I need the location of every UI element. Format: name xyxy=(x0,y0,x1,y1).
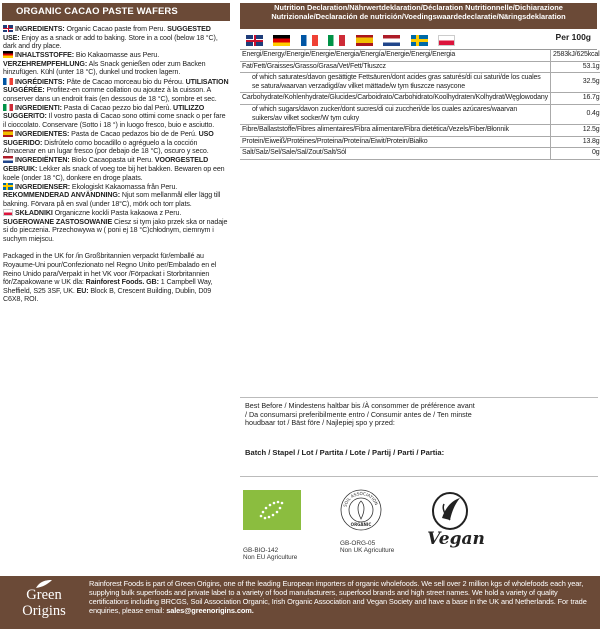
lang-fr: INGRÉDIENTS: Pâte de Cacao morceau bio du Pérou. UTILISATION SUGGÉRÉE: Profitez-en comme collation ou ajoutez à la cuisson. A conserver dans un endroit frais (en dessous de 18 °C), sombre et sec. xyxy=(3,77,229,103)
france-flag-icon xyxy=(301,35,318,46)
table-row: Carbohydrate/Kohlenhydrate/Glucides/Carboidrato/Carbohidrato/Koolhydraten/Kolhydrat/Węglowodany 16.7g xyxy=(240,93,600,105)
product-title: ORGANIC CACAO PASTE WAFERS xyxy=(2,3,230,21)
eu-organic-leaf-icon xyxy=(243,490,301,530)
lang-nl: INGREDIËNTEN: Biolo Cacaopasta uit Peru. VOORGESTELD GEBRUIK: Lekker als snack of voeg toe bij het bakken. Bewaren op een koele (onder 18 °C), donkere en droge plaats. xyxy=(3,156,225,182)
svg-text:SOIL ASSOCIATION xyxy=(342,491,379,508)
lang-pl: SKŁADNIKI Organiczne kockli Pasta kakaowa z Peru. SUGEROWANE ZASTOSOWANIE Ciesz si tym jako przek ska or nadaje si do pieczenia. Przechowywa w ( poni ej 18 °C)chłodnym, ciemnym i suchym miejscu. xyxy=(3,208,228,243)
spain-flag-icon xyxy=(3,130,13,137)
poland-flag-icon xyxy=(438,35,455,46)
batch-text: Batch / Stapel / Lot / Partita / Lote / Partij / Parti / Partia: xyxy=(245,448,445,457)
sales-email-link[interactable]: sales@greenorigins.com. xyxy=(166,605,254,615)
netherlands-flag-icon xyxy=(3,156,13,163)
italy-flag-icon xyxy=(3,104,13,111)
netherlands-flag-icon xyxy=(383,35,400,46)
lang-de: INHALTSSTOFFE: Bio Kakaomasse aus Peru. VERZEHREMPFEHLUNG: Als Snack genießen oder zum Backen hinzufügen. Kühl (unter 18 °C), dunkel und trocken lagern. xyxy=(3,51,206,77)
nutrition-header xyxy=(240,3,597,29)
vegan-society-icon xyxy=(420,488,492,548)
green-origins-logo: Green Origins xyxy=(6,579,82,625)
sweden-flag-icon xyxy=(3,183,13,190)
soil-caption: GB-ORG-05 Non UK Agriculture xyxy=(340,540,395,555)
table-row: Salt/Salz/Sel/Sale/Sal/Zout/Salt/Sól 0g xyxy=(240,148,600,160)
table-row: of which sugars/davon zucker/dont sucres/di cui zuccheri/de los cuales azúcares/waarvan suikers/av vilket socker/W tym cukry 0.4g xyxy=(240,104,600,124)
nutrition-table xyxy=(240,50,600,160)
germany-flag-icon xyxy=(3,51,13,58)
lang-it: INGREDIENTI: Pasta di Cacao pezzo bio dal Perù. UTILIZZO SUGGERITO: Il vostro pasta di Cacao sono ottimi come snack o per fare il cioccolato. Conservare (Sotto i 18 °) in luogo fresco, buio e asciutto. xyxy=(3,103,226,130)
left-panel xyxy=(0,0,233,575)
per-100g-label: Per 100g xyxy=(555,32,591,42)
uk-flag-icon xyxy=(3,25,13,32)
footer xyxy=(0,576,600,629)
soil-ring-text: SOIL ASSOCIATION xyxy=(342,490,380,508)
footer-text: Rainforest Foods is part of Green Origins, one of the leading European importers of organic wholefoods. We sell over 2 million kgs of wholefoods each year, supplying bulk superfoods and private label to a variety of food manufacturers, superfood brands and high street names. We hold a variety of quality certifications including BRCGS, Soil Association Organic, Irish Organic Association and Vegan Society and have a base in the UK and Netherlands. For trade enquiries, please email: sales@greenorigins.com. xyxy=(89,579,587,615)
lang-en: INGREDIENTS: Organic Cacao paste from Peru. SUGGESTED USE: Enjoy as a snack or add to baking. Store in a cool (below 18 °C), dark and dry place. xyxy=(3,25,218,51)
italy-flag-icon xyxy=(328,35,345,46)
table-row: Energi/Energy/Energie/Energie/Energia/Energía/Energie/Energi/Energia 2583kJ/625kcal xyxy=(240,50,600,61)
table-row: Fibre/Ballaststoffe/Fibres alimentaires/Fibra alimentare/Fibra dietética/Vezels/Fiber/Błonnik 12.5g xyxy=(240,125,600,137)
eu-caption: GB-BIO-142 Non EU Agriculture xyxy=(243,547,298,562)
lang-es: INGREDIENTES: Pasta de Cacao pedazos bio de de Perú. USO SUGERIDO: Disfrútelo como bocadillo o agréguelo a la cocción Almacenar en un lugar fresco (por debajo de 18 °C), oscuro y seco. xyxy=(3,130,214,156)
table-row: of which saturates/davon gesättigte Fettsäuren/dont acides gras saturés/di cui saturi/de los cuales se satura/waarvan verzadigd/av vilket mättade/w tym tłuszcze nasycone 32.5g xyxy=(240,73,600,93)
packaged-info: Packaged in the UK for /in Großbritannien verpackt für/emballé au Royaume-Uni pour/Confezionato nel Regno Unito per/Embalado en el Reino Unido para/Verpakt in het VK voor /Förpackat i Storbritannien för/Zapakowane w UK dla: Rainforest Foods. GB: 1 Campbell Way, Sheffield, S25 3SF, UK. EU: Block B, Crescent Building, Dublin, D09 C6X8, ROI. xyxy=(3,252,217,304)
soil-association-icon xyxy=(340,489,382,531)
best-before-box xyxy=(240,397,598,477)
soil-organic-text: ORGANIC xyxy=(350,522,372,527)
uk-flag-icon xyxy=(246,35,263,46)
flags-row xyxy=(240,29,597,50)
poland-flag-icon xyxy=(3,209,13,216)
lang-sv: INGREDIENSER: Ekologiskt Kakaomassa från Peru. REKOMMENDERAD ANVÄNDNING: Njut som mellanmål eller lägg till bakning. Förvara på en sval (under 18°C), mörk och torr plats. xyxy=(3,182,221,208)
table-row: Protein/Eiweiß/Protéines/Proteina/Proteína/Eiwit/Protein/Białko 13.8g xyxy=(240,136,600,148)
germany-flag-icon xyxy=(273,35,290,46)
nutrition-header-line2: Nutrizionale/Declaración de nutrición/Voedingswaardedeclaratie/Näringsdeklaration xyxy=(271,11,566,21)
table-row: Fat/Fett/Graisses/Grasso/Grasa/Vet/Fett/Tłuszcz 53.1g xyxy=(240,61,600,73)
nutrition-header-line1: Nutrition Declaration/Nährwertdeklaration/Déclaration Nutritionnelle/Dichiarazione xyxy=(274,3,563,12)
sweden-flag-icon xyxy=(411,35,428,46)
ingredients-text xyxy=(3,25,229,304)
best-before-text: Best Before / Mindestens haltbar bis /À consommer de préférence avant / Da consumarsi preferibilmente entro / Consumir antes de / Ten minste houdbaar tot / Bäst före / Najlepiej spo y przed: xyxy=(245,401,475,428)
france-flag-icon xyxy=(3,78,13,85)
spain-flag-icon xyxy=(356,35,373,46)
vegan-text: Vegan xyxy=(427,529,485,548)
